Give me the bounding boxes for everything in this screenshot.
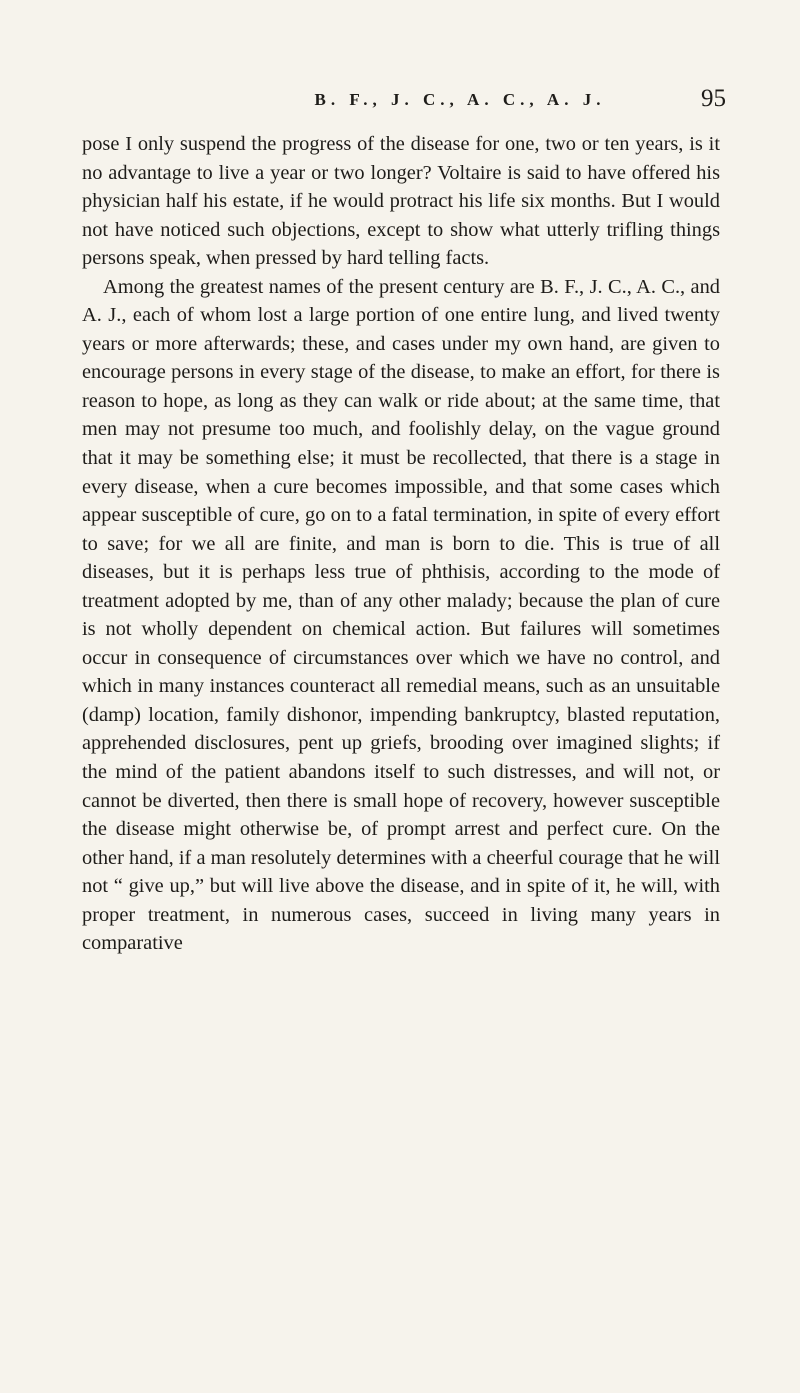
running-head-title: B. F., J. C., A. C., A. J. <box>314 90 606 109</box>
running-head <box>0 84 800 118</box>
paragraph-main: Among the greatest names of the present century are B. F., J. C., A. C., and A. J., each of whom lost a large portion of one entire lung, and lived twenty years or more afterwards; these, and cases under my own hand, are given to encourage persons in every stage of the disease, to make an effort, for there is reason to hope, as long as they can walk or ride about; at the same time, that men may not presume too much, and foolishly delay, on the vague ground that it may be something else; it must be recollected, that there is a stage in every disease, when a cure becomes impossible, and that some cases which appear susceptible of cure, go on to a fatal termination, in spite of every effort to save; for we all are finite, and man is born to die. This is true of all diseases, but it is perhaps less true of phthisis, according to the mode of treatment adopted by me, than of any other malady; because the plan of cure is not wholly dependent on chemical action. But failures will sometimes occur in consequence of circumstances over which we have no control, and which in many instances counteract all remedial means, such as an unsuitable (damp) location, family dishonor, impending bankruptcy, blasted reputation, apprehended disclosures, pent up griefs, brooding over imagined slights; if the mind of the patient abandons itself to such distresses, and will not, or cannot be diverted, then there is small hope of recovery, however susceptible the disease might otherwise be, of prompt arrest and perfect cure. On the other hand, if a man resolutely determines with a cheerful courage that he will not “ give up,” but will live above the disease, and in spite of it, he will, with proper treatment, in numerous cases, succeed in living many years in comparative <box>82 275 720 955</box>
body-text <box>82 130 720 958</box>
page-number: 95 <box>701 85 726 112</box>
paragraph-continuation: pose I only suspend the progress of the disease for one, two or ten years, is it no advantage to live a year or two longer? Voltaire is said to have offered his physician half his estate, if he would protract his life six months. But I would not have noticed such objections, except to show what utterly trifling things persons speak, when pressed by hard telling facts. <box>82 133 720 270</box>
